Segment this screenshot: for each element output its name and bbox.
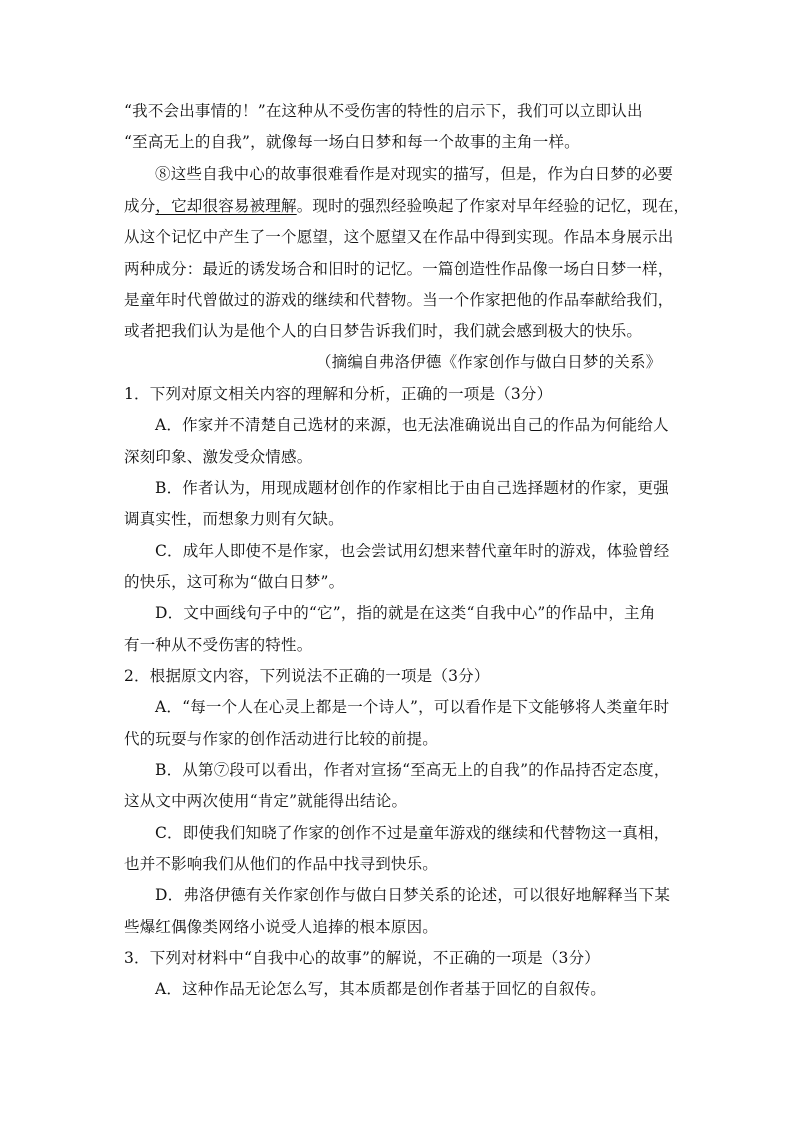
passage-p2-line-1: ⑧这些自我中心的故事很难看作是对现实的描写，但是，作为白日梦的必要 [155, 165, 674, 183]
passage-p1-line-1: “我不会出事情的！”在这种从不受伤害的特性的启示下，我们可以立即认出 [124, 102, 643, 120]
q2-option-a-line-1: A．“每一个人在心灵上都是一个诗人”，可以看作是下文能够将人类童年时 [155, 698, 670, 716]
passage-p1-line-2: “至高无上的自我”，就像每一场白日梦和每一个故事的主角一样。 [124, 133, 580, 151]
q2-option-c-line-1: C．即使我们知晓了作家的创作不过是童年游戏的继续和代替物这一真相， [155, 824, 670, 842]
q1-option-c-line-1: C．成年人即使不是作家，也会尝试用幻想来替代童年时的游戏，体验曾经 [155, 542, 670, 560]
passage-p2-line-2-start: 成分 [124, 197, 156, 215]
q2-stem: 2．根据原文内容，下列说法不正确的一项是（3分） [124, 667, 490, 685]
passage-p2-line-3: 从这个记忆中产生了一个愿望，这个愿望又在作品中得到实现。作品本身展示出 [124, 228, 674, 246]
q1-option-b-line-1: B．作者认为，用现成题材创作的作家相比于由自己选择题材的作家，更强 [155, 479, 669, 497]
q2-option-c-line-2: 也并不影响我们从他们的作品中找寻到快乐。 [124, 855, 439, 873]
q1-stem: 1．下列对原文相关内容的理解和分析，正确的一项是（3分） [124, 385, 553, 403]
q2-option-b-line-1: B．从第⑦段可以看出，作者对宣扬“至高无上的自我”的作品持否定态度， [155, 761, 670, 779]
q2-option-d-line-2: 些爆红偶像类网络小说受人追捧的根本原因。 [124, 918, 439, 936]
underlined-sentence: ，它却很容易被理解 [155, 197, 297, 215]
q1-option-a-line-1: A．作家并不清楚自己选材的来源，也无法准确说出自己的作品为何能给人 [155, 416, 669, 434]
q3-option-a-line-1: A．这种作品无论怎么写，其本质都是创作者基于回忆的自叙传。 [155, 980, 606, 998]
q2-option-d-line-1: D．弗洛伊德有关作家创作与做白日梦关系的论述，可以很好地解释当下某 [155, 886, 671, 904]
q3-stem: 3．下列对材料中“自我中心的故事”的解说，不正确的一项是（3分） [124, 949, 600, 967]
q2-option-b-line-2: 这从文中两次使用“肯定”就能得出结论。 [124, 792, 408, 810]
q1-option-a-line-2: 深刻印象、激发受众情感。 [124, 448, 313, 466]
passage-p2-line-6: 或者把我们认为是他个人的白日梦告诉我们时，我们就会感到极大的快乐。 [124, 322, 643, 340]
q1-option-d-line-1: D．文中画线句子中的“它”，指的就是在这类“自我中心”的作品中，主角 [155, 604, 656, 622]
passage-p2-line-5: 是童年时代曾做过的游戏的继续和代替物。当一个作家把他的作品奉献给我们， [124, 291, 674, 309]
passage-p2-line-2-end: 。现时的强烈经验唤起了作家对早年经验的记忆，现在， [296, 197, 690, 215]
passage-p2-line-2 [124, 196, 689, 216]
q1-option-c-line-2: 的快乐，这可称为“做白日梦”。 [124, 573, 345, 591]
q1-option-b-line-2: 调真实性，而想象力则有欠缺。 [124, 510, 344, 528]
passage-source: （摘编自弗洛伊德《作家创作与做白日梦的关系》 [316, 353, 662, 371]
q1-option-d-line-2: 有一种从不受伤害的特性。 [124, 636, 313, 654]
q2-option-a-line-2: 代的玩耍与作家的创作活动进行比较的前提。 [124, 730, 439, 748]
passage-p2-line-4: 两种成分：最近的诱发场合和旧时的记忆。一篇创造性作品像一场白日梦一样， [124, 260, 674, 278]
